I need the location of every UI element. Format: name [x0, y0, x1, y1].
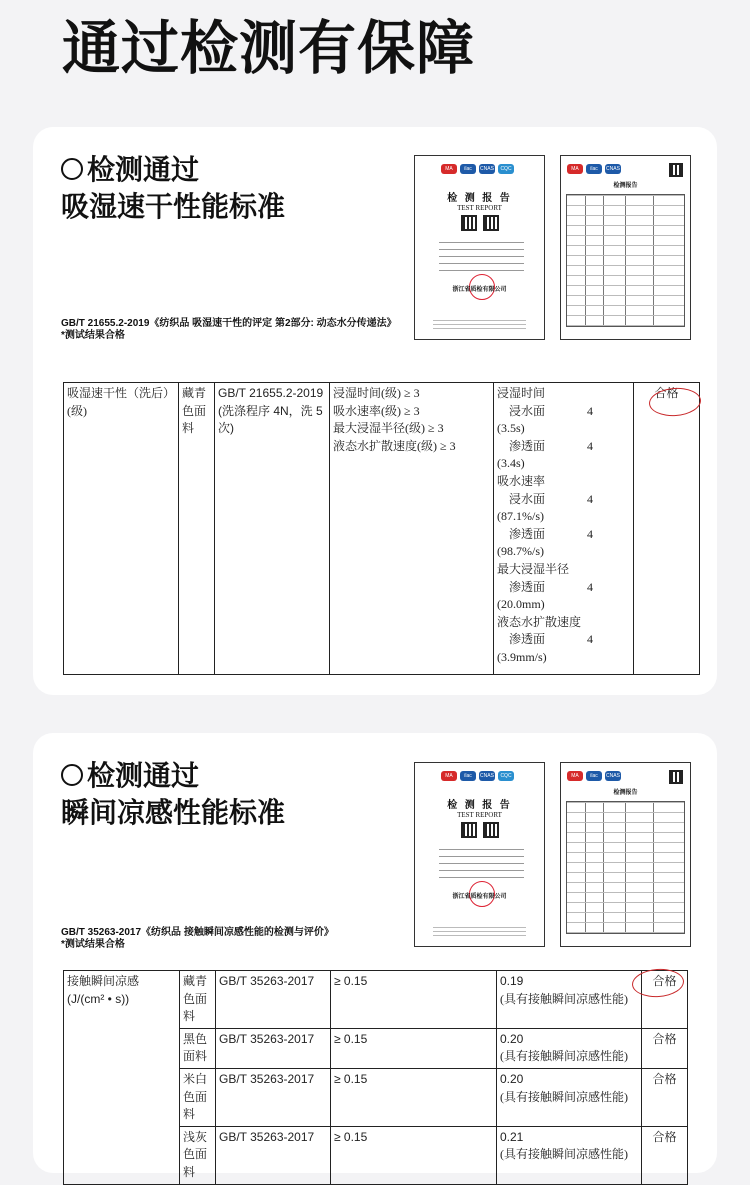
requirement-line: 最大浸湿半径(级) ≥ 3 [333, 421, 444, 436]
result-cell [494, 383, 634, 675]
result-line: (3.5s) [497, 421, 525, 436]
result-value: 0.20 [500, 1071, 524, 1086]
method-cell: GB/T 35263-2017 [216, 1068, 331, 1126]
heading-line1: 检测通过 [87, 153, 200, 186]
ilac-logo-icon: ilac [586, 771, 602, 781]
report-page-title: 检测报告 [613, 789, 638, 796]
section-heading [61, 151, 285, 225]
method-cell: GB/T 35263-2017 [216, 1028, 331, 1068]
report-company: 浙江省质检有限公司 [452, 286, 507, 293]
result-cell [497, 971, 642, 1029]
item-cell: 吸湿速干性（洗后）(级) [64, 383, 179, 675]
cert-logos [567, 164, 621, 174]
report-footer [433, 317, 526, 329]
result-line: 液态水扩散速度 [497, 614, 582, 629]
standard-name: GB/T 35263-2017《纺织品 接触瞬间凉感性能的检测与评价》 [61, 927, 334, 938]
standard-note [61, 318, 397, 342]
result-value: 0.21 [500, 1129, 524, 1144]
requirement-cell: ≥ 0.15 [331, 1068, 497, 1126]
result-line: 渗透面 4 [497, 526, 594, 541]
result-line: 浸水面 4 [497, 403, 594, 418]
ilac-logo-icon: ilac [460, 164, 476, 174]
result-table [63, 382, 700, 675]
cqc-logo-icon: CQC [498, 771, 514, 781]
page-title: 通过检测有保障 [62, 14, 476, 82]
requirement-cell: ≥ 0.15 [331, 971, 497, 1029]
result-line: (98.7%/s) [497, 544, 544, 559]
circle-icon [61, 158, 83, 180]
verdict-cell [634, 383, 700, 675]
heading-line1: 检测通过 [87, 759, 200, 792]
ma-logo-icon: MA [567, 164, 583, 174]
qr-code-icon [461, 822, 477, 838]
report-lines [439, 242, 524, 277]
report-title: 检 测 报 告 [447, 800, 512, 811]
result-line: (20.0mm) [497, 597, 545, 612]
color-cell: 藏青色面料 [180, 971, 216, 1029]
item-name: 接触瞬间凉感 [67, 974, 140, 988]
ma-logo-icon: MA [441, 771, 457, 781]
ma-logo-icon: MA [567, 771, 583, 781]
report-page-image [560, 762, 691, 947]
result-cell [497, 1068, 642, 1126]
report-title: 检 测 报 告 [447, 193, 512, 204]
result-cell [497, 1126, 642, 1184]
result-cell [497, 1028, 642, 1068]
result-line: 最大浸湿半径 [497, 561, 570, 576]
result-line: 浸水面 4 [497, 491, 594, 506]
result-note: (具有接触瞬间凉感性能) [500, 1089, 628, 1104]
qr-code-icon [483, 822, 499, 838]
cnas-logo-icon: CNAS [606, 773, 620, 779]
report-company: 浙江省质检有限公司 [452, 893, 507, 900]
ma-logo-icon: MA [441, 164, 457, 174]
color-cell: 藏青色面料 [179, 383, 215, 675]
qr-code-icon [461, 215, 477, 231]
verdict-cell: 合格 [642, 1068, 688, 1126]
test-card-cooling [33, 733, 717, 1179]
item-unit: (J/(cm² • s)) [67, 991, 130, 1006]
cert-logos [441, 164, 514, 174]
report-cover-image [414, 762, 545, 947]
cnas-logo-icon: CNAS [480, 773, 494, 779]
cnas-logo-icon: CNAS [606, 166, 620, 172]
requirement-cell: ≥ 0.15 [331, 1028, 497, 1068]
color-cell: 浅灰色面料 [180, 1126, 216, 1184]
report-lines [439, 849, 524, 884]
result-note: (具有接触瞬间凉感性能) [500, 1049, 628, 1064]
result-line: (3.9mm/s) [497, 649, 547, 664]
result-line: 浸湿时间 [497, 386, 546, 400]
verdict-label: 合格 [652, 974, 677, 988]
method-cell: GB/T 35263-2017 [216, 971, 331, 1029]
cnas-logo-icon: CNAS [480, 166, 494, 172]
verdict-cell [642, 971, 688, 1029]
requirement-line: 液态水扩散速度(级) ≥ 3 [333, 438, 456, 453]
report-subtitle: TEST REPORT [457, 811, 502, 819]
requirement-cell [330, 383, 494, 675]
result-note: (具有接触瞬间凉感性能) [500, 1147, 628, 1162]
result-note: *测试结果合格 [61, 939, 125, 950]
color-cell: 黑色面料 [180, 1028, 216, 1068]
requirement-line: 浸湿时间(级) ≥ 3 [333, 386, 420, 400]
table-row [64, 383, 700, 675]
report-footer [433, 924, 526, 936]
cert-logos [441, 771, 514, 781]
result-line: (87.1%/s) [497, 509, 544, 524]
result-value: 0.20 [500, 1031, 524, 1046]
result-line: 吸水速率 [497, 473, 546, 488]
qr-code-icon [483, 215, 499, 231]
result-note: *测试结果合格 [61, 330, 125, 341]
result-value: 0.19 [500, 974, 524, 988]
qr-code-icon [669, 163, 683, 177]
method-cell: GB/T 35263-2017 [216, 1126, 331, 1184]
report-cover-image [414, 155, 545, 340]
cqc-logo-icon: CQC [498, 164, 514, 174]
requirement-line: 吸水速率(级) ≥ 3 [333, 403, 420, 418]
report-subtitle: TEST REPORT [457, 204, 502, 212]
result-note: (具有接触瞬间凉感性能) [500, 991, 628, 1006]
result-line: (3.4s) [497, 456, 525, 471]
heading-line2: 吸湿速干性能标准 [61, 190, 286, 223]
standard-name: GB/T 21655.2-2019《纺织品 吸湿速干性的评定 第2部分: 动态水分传递法》 [61, 318, 397, 329]
color-cell: 米白色面料 [180, 1068, 216, 1126]
qr-code-icon [669, 770, 683, 784]
section-heading [61, 757, 285, 831]
result-line: 渗透面 4 [497, 632, 594, 647]
method-cell: GB/T 21655.2-2019 (洗涤程序 4N，洗 5 次) [215, 383, 330, 675]
ilac-logo-icon: ilac [586, 164, 602, 174]
table-row [64, 971, 688, 1029]
verdict-cell: 合格 [642, 1028, 688, 1068]
result-table [63, 970, 688, 1185]
cert-logos [567, 771, 621, 781]
report-table-thumbnail [566, 801, 685, 934]
verdict-label: 合格 [654, 386, 679, 400]
standard-note [61, 927, 334, 951]
result-line: 渗透面 4 [497, 438, 594, 453]
verdict-cell: 合格 [642, 1126, 688, 1184]
report-page-title: 检测报告 [613, 182, 638, 189]
heading-line2: 瞬间凉感性能标准 [61, 796, 286, 829]
ilac-logo-icon: ilac [460, 771, 476, 781]
report-page-image [560, 155, 691, 340]
report-table-thumbnail [566, 194, 685, 327]
item-cell [64, 971, 180, 1185]
circle-icon [61, 764, 83, 786]
test-card-quick-dry [33, 127, 717, 695]
result-line: 渗透面 4 [497, 579, 594, 594]
requirement-cell: ≥ 0.15 [331, 1126, 497, 1184]
